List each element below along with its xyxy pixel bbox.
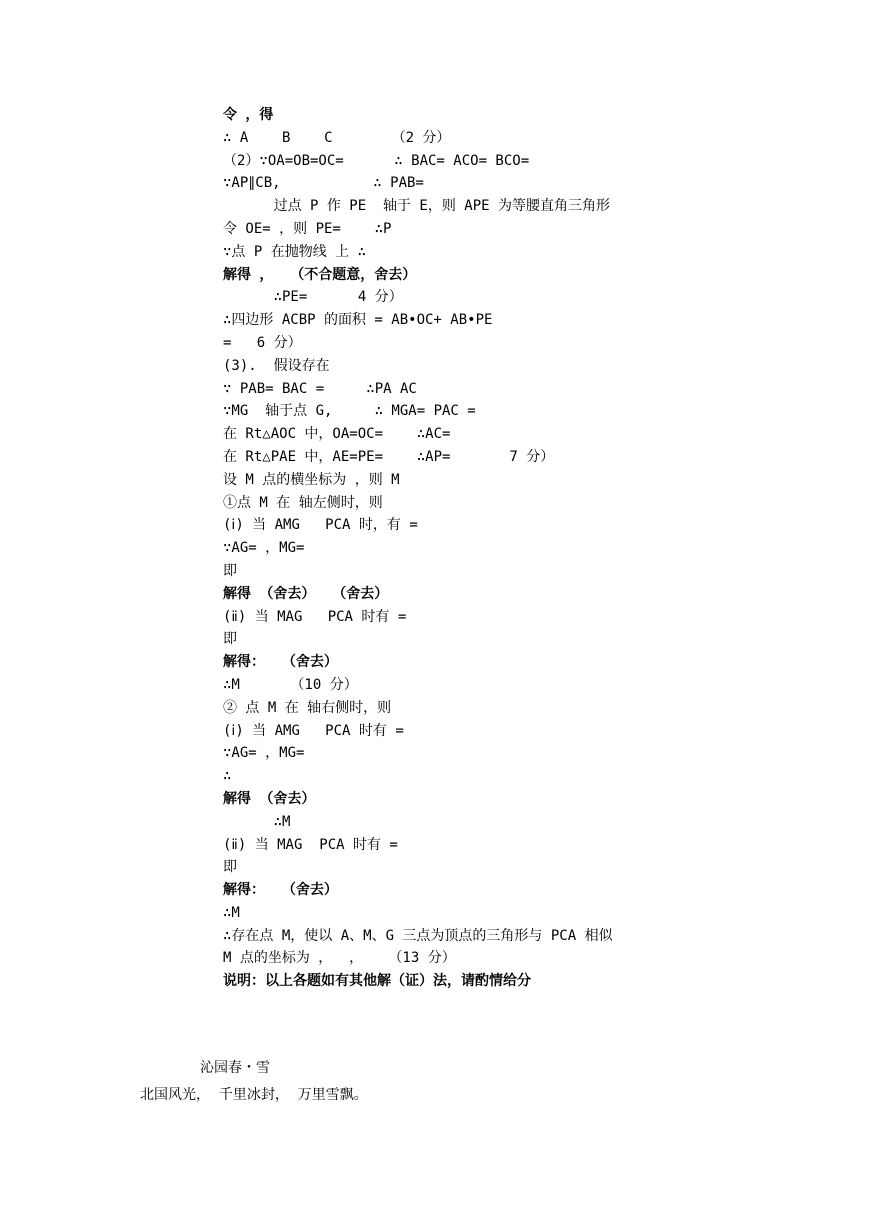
- solution-line: ∴PE= 4 分）: [223, 289, 403, 306]
- solution-line: (ⅱ) 当 MAG PCA 时有 =: [223, 608, 407, 625]
- solution-line: ①点 M 在 轴左侧时，则: [223, 494, 383, 511]
- solution-line: 解得 （舍去）: [223, 790, 316, 807]
- solution-line: (ⅰ) 当 AMG PCA 时，有 =: [223, 517, 418, 534]
- solution-line: M 点的坐标为 ， ， （13 分）: [223, 950, 456, 967]
- solution-line: ∵ PAB= BAC = ∴PA AC: [223, 380, 417, 397]
- poem-title: 沁园春・雪: [200, 1060, 270, 1076]
- solution-line: ∴M （10 分）: [223, 676, 358, 693]
- solution-line: 解得： （舍去）: [223, 882, 338, 899]
- solution-line: 即: [223, 562, 237, 579]
- solution-line: ∴: [223, 768, 232, 785]
- solution-line: （2）∵OA=OB=OC= ∴ BAC= ACO= BCO=: [223, 152, 530, 169]
- solution-line: 即: [223, 859, 237, 876]
- solution-line: ∴ A B C （2 分）: [223, 129, 451, 146]
- solution-line: = 6 分）: [223, 334, 302, 351]
- solution-line: ② 点 M 在 轴右侧时，则: [223, 699, 392, 716]
- solution-line: ∴M: [223, 904, 240, 921]
- solution-line: 令 OE= ，则 PE= ∴P: [223, 220, 392, 237]
- solution-line: 在 Rt△AOC 中，OA=OC= ∴AC=: [223, 426, 451, 443]
- solution-line: ∵AP∥CB, ∴ PAB=: [223, 175, 424, 192]
- poem-line: 北国风光， 千里冰封， 万里雪飘。: [140, 1087, 368, 1103]
- solution-line: (ⅰ) 当 AMG PCA 时有 =: [223, 722, 404, 739]
- solution-line: 令 ，得: [223, 107, 274, 123]
- solution-line: 设 M 点的横坐标为 ，则 M: [223, 471, 400, 488]
- solution-line: 过点 P 作 PE 轴于 E，则 APE 为等腰直角三角形: [223, 198, 611, 215]
- solution-line: ∵AG= ，MG=: [223, 540, 305, 557]
- solution-line: ∵MG 轴于点 G, ∴ MGA= PAC =: [223, 403, 476, 420]
- solution-line: 解得 （舍去） （舍去）: [223, 585, 389, 602]
- solution-line: ∴存在点 M，使以 A、M、G 三点为顶点的三角形与 PCA 相似: [223, 927, 613, 944]
- solution-line: 即: [223, 631, 237, 648]
- solution-line: (ⅱ) 当 MAG PCA 时有 =: [223, 836, 398, 853]
- solution-line: (3). 假设存在: [223, 357, 330, 374]
- solution-line: 解得 ， （不合题意，舍去）: [223, 266, 417, 283]
- solution-line: ∵AG= ，MG=: [223, 745, 305, 762]
- solution-line: ∴四边形 ACBP 的面积 = AB•OC+ AB•PE: [223, 312, 493, 329]
- solution-line: 在 Rt△PAE 中，AE=PE= ∴AP= 7 分）: [223, 448, 555, 465]
- solution-line: ∵点 P 在抛物线 上 ∴: [223, 243, 367, 260]
- solution-line: 解得： （舍去）: [223, 654, 338, 671]
- solution-text-block: [223, 104, 843, 993]
- solution-line: ∴M: [223, 813, 291, 830]
- solution-line: 说明：以上各题如有其他解（证）法，请酌情给分: [223, 973, 531, 990]
